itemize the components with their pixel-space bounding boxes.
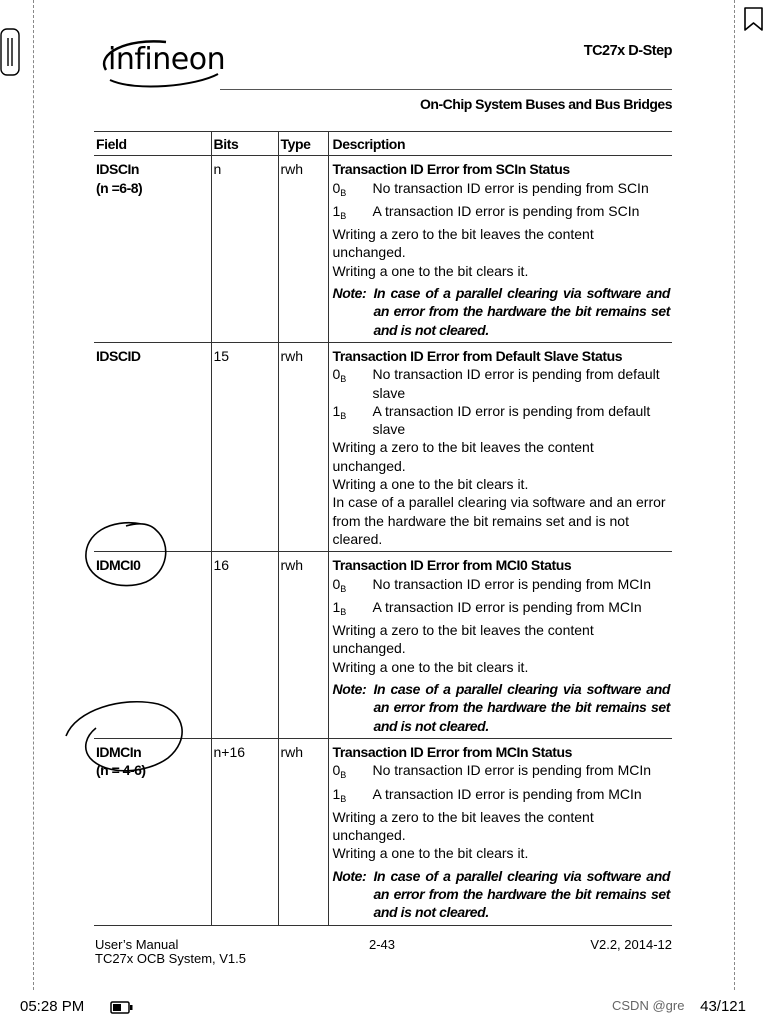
enum-key-base: B — [340, 606, 347, 617]
description-line: Writing a zero to the bit leaves the content unchanged. — [332, 439, 594, 474]
csdn-watermark: CSDN @gre — [612, 998, 685, 1013]
table-header-row — [94, 132, 672, 156]
page-indicator[interactable]: 43/121 — [700, 998, 746, 1015]
note-label: Note: — [332, 681, 367, 698]
bits-cell: n+16 — [211, 738, 278, 925]
enum-key-base: B — [340, 374, 347, 385]
enum-meaning: A transaction ID error is pending from SCIn — [372, 202, 640, 219]
note-text: In case of a parallel clearing via software and an error from the hardware the bit remains set and is not cleared. — [373, 285, 670, 338]
enum-meaning: No transaction ID error is pending from SCIn — [372, 179, 649, 196]
battery-icon — [110, 1001, 134, 1015]
bits-cell: 16 — [211, 552, 278, 739]
enum-key-base: B — [340, 187, 347, 198]
enum-meaning: No transaction ID error is pending from MCIn — [372, 762, 652, 779]
description-cell — [328, 156, 672, 343]
enum-key-digit: 1 — [332, 785, 341, 802]
type-cell: rwh — [278, 738, 328, 925]
right-margin-guide — [734, 0, 735, 990]
field-name: IDSCID — [96, 347, 141, 364]
footer-manual-label: User’s Manual — [95, 937, 179, 952]
note-text: In case of a parallel clearing via software and an error from the hardware the bit remains set and is not cleared. — [373, 681, 670, 734]
enum-meaning: A transaction ID error is pending from default slave — [372, 402, 651, 438]
enum-meaning: A transaction ID error is pending from MCIn — [372, 785, 642, 802]
note — [333, 284, 671, 339]
footer-left — [95, 938, 246, 966]
enum-key — [333, 179, 373, 202]
enum-key-digit: 1 — [332, 202, 341, 219]
table-row — [94, 552, 672, 739]
enum-key — [333, 365, 373, 402]
register-field-table — [94, 131, 672, 926]
enum-key-base: B — [340, 793, 347, 804]
description-cell — [328, 552, 672, 739]
enum-key-digit: 1 — [332, 598, 341, 615]
field-cell — [94, 738, 211, 925]
enum-key — [333, 761, 373, 784]
table-row — [94, 156, 672, 343]
enum-key — [333, 575, 373, 598]
description-line: In case of a parallel clearing via software and an error from the hardware the bit remains set and is not cleared. — [332, 494, 666, 547]
description-cell — [328, 342, 672, 551]
enum-key-digit: 0 — [332, 179, 341, 196]
infineon-logo — [96, 36, 226, 92]
footer-doc-name: TC27x OCB System, V1.5 — [95, 951, 246, 966]
bookmark-icon[interactable] — [742, 6, 766, 34]
table-row — [94, 342, 672, 551]
enum-meaning: A transaction ID error is pending from MCIn — [372, 598, 642, 615]
enum-value — [333, 402, 671, 439]
note — [333, 680, 671, 735]
enum-value — [333, 598, 671, 621]
note — [333, 867, 671, 922]
description-title: Transaction ID Error from MCIn Status — [332, 743, 573, 760]
field-name: IDMCI0 — [96, 557, 141, 574]
description-title: Transaction ID Error from SCIn Status — [332, 161, 570, 178]
enum-meaning: No transaction ID error is pending from default slave — [372, 366, 660, 401]
note-label: Note: — [332, 285, 367, 302]
enum-meaning: No transaction ID error is pending from MCIn — [372, 575, 652, 592]
column-header-bits: Bits — [211, 132, 278, 156]
enum-key — [333, 598, 373, 621]
footer-version: V2.2, 2014-12 — [590, 937, 672, 952]
enum-key — [333, 202, 373, 225]
description-line: Writing a zero to the bit leaves the content unchanged. — [332, 808, 594, 844]
enum-key — [333, 402, 373, 439]
description-title: Transaction ID Error from Default Slave Status — [332, 347, 623, 364]
type-cell: rwh — [278, 156, 328, 343]
enum-value — [333, 179, 671, 202]
column-header-type: Type — [278, 132, 328, 156]
enum-key-digit: 0 — [332, 762, 341, 779]
field-cell — [94, 156, 211, 343]
description-line: Writing a one to the bit clears it. — [332, 658, 529, 675]
field-name: (n =6-8) — [96, 179, 143, 196]
header-divider — [220, 89, 672, 90]
enum-key-base: B — [340, 410, 347, 421]
enum-value — [333, 575, 671, 598]
side-panel-handle-icon[interactable] — [0, 28, 22, 78]
footer-page-number: 2-43 — [369, 937, 396, 952]
bits-cell: n — [211, 156, 278, 343]
logo-wordmark: infineon — [108, 42, 226, 77]
description-line: Writing a zero to the bit leaves the content unchanged. — [332, 226, 594, 261]
enum-key-digit: 0 — [332, 575, 341, 592]
field-cell — [94, 342, 211, 551]
field-cell — [94, 552, 211, 739]
enum-key-base: B — [340, 770, 347, 781]
bits-cell: 15 — [211, 342, 278, 551]
description-cell — [328, 738, 672, 925]
column-header-description: Description — [328, 132, 672, 156]
note-label: Note: — [332, 867, 367, 884]
field-name: IDMCIn — [96, 743, 142, 760]
description-line: Writing a zero to the bit leaves the content unchanged. — [332, 622, 594, 657]
description-line: Writing a one to the bit clears it. — [332, 262, 529, 279]
type-cell: rwh — [278, 552, 328, 739]
enum-key — [333, 785, 373, 808]
section-title: On-Chip System Buses and Bus Bridges — [420, 96, 672, 112]
enum-key-base: B — [340, 210, 347, 221]
enum-key-digit: 0 — [332, 366, 341, 383]
field-name: (n = 4-6) — [96, 762, 146, 779]
table-body — [94, 156, 672, 925]
enum-value — [333, 785, 671, 808]
status-time: 05:28 PM — [20, 998, 85, 1015]
note-text: In case of a parallel clearing via software and an error from the hardware the bit remains set and is not cleared. — [373, 867, 670, 921]
table-row — [94, 738, 672, 925]
column-header-field: Field — [94, 132, 211, 156]
enum-key-digit: 1 — [332, 402, 341, 419]
description-line: Writing a one to the bit clears it. — [332, 476, 529, 493]
type-cell: rwh — [278, 342, 328, 551]
left-margin-guide — [33, 0, 34, 990]
description-line: Writing a one to the bit clears it. — [332, 845, 529, 862]
description-title: Transaction ID Error from MCI0 Status — [332, 557, 572, 574]
enum-value — [333, 761, 671, 784]
enum-value — [333, 365, 671, 402]
enum-value — [333, 202, 671, 225]
field-name: IDSCIn — [96, 161, 139, 178]
enum-key-base: B — [340, 583, 347, 594]
document-title: TC27x D-Step — [583, 43, 672, 59]
